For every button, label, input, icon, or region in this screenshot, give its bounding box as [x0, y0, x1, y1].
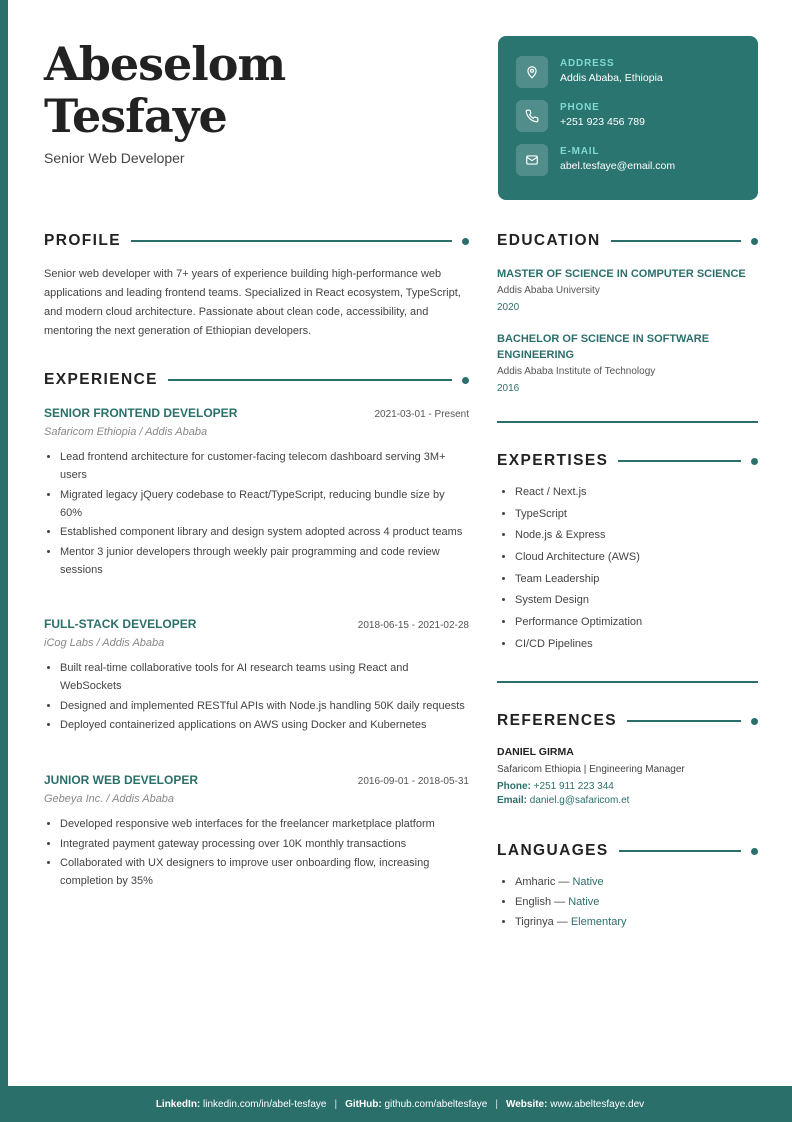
- email-label: E-MAIL: [560, 146, 600, 157]
- section-rule: [619, 850, 741, 852]
- reference-email-value[interactable]: daniel.g@safaricom.et: [529, 795, 630, 806]
- job-entry: [44, 773, 469, 892]
- edu-school: Addis Ababa Institute of Technology: [497, 366, 656, 377]
- job-entry: [44, 617, 469, 736]
- references-title: REFERENCES: [497, 712, 617, 729]
- section-dot: [462, 238, 469, 245]
- candidate-name: [44, 38, 285, 142]
- job-bullet: • Developed responsive web interfaces for the freelancer marketplace platform: [60, 815, 469, 833]
- phone-icon: [516, 100, 548, 132]
- address-label: ADDRESS: [560, 58, 615, 69]
- education-entry: [497, 331, 757, 394]
- website-label: Website:: [505, 1098, 548, 1110]
- job-bullet: • Integrated payment gateway processing over 10K monthly transactions: [60, 835, 469, 853]
- job-dates: 2016-09-01 - 2018-05-31: [357, 776, 469, 787]
- contact-address: [516, 56, 740, 100]
- expertises-title: EXPERTISES: [497, 452, 609, 469]
- expertises-heading: [497, 452, 758, 470]
- first-name: Abeselom: [44, 37, 286, 91]
- edu-year: 2020: [497, 302, 520, 313]
- job-bullet: • Established component library and design system adopted across 4 product teams: [60, 523, 469, 541]
- expertise-item: • Cloud Architecture (AWS): [515, 551, 642, 573]
- section-rule: [168, 379, 452, 381]
- expertise-item: • Team Leadership: [515, 573, 642, 595]
- expertise-item: • TypeScript: [515, 508, 642, 530]
- job-bullet: • Designed and implemented RESTful APIs with Node.js handling 50K daily requests: [60, 697, 469, 715]
- email-value: abel.tesfaye@email.com: [560, 160, 676, 172]
- section-dot: [751, 848, 758, 855]
- edu-school: Addis Ababa University: [497, 285, 600, 296]
- contact-card: [498, 36, 758, 200]
- contact-email: [516, 144, 740, 188]
- job-bullet: • Lead frontend architecture for customer-facing telecom dashboard serving 3M+ users: [60, 448, 469, 484]
- left-accent-bar: [0, 0, 8, 1122]
- language-level: Native: [568, 896, 600, 908]
- job-dates: 2018-06-15 - 2021-02-28: [357, 620, 469, 631]
- section-divider: [497, 681, 758, 683]
- languages-heading: [497, 842, 758, 860]
- phone-label: PHONE: [560, 102, 600, 113]
- expertise-list: [497, 486, 642, 660]
- github-link[interactable]: github.com/abeltesfaye: [384, 1098, 488, 1110]
- job-position: FULL-STACK DEVELOPER: [44, 617, 197, 631]
- education-entry: [497, 266, 757, 313]
- job-title: Senior Web Developer: [44, 150, 185, 166]
- job-position: JUNIOR WEB DEVELOPER: [44, 773, 199, 787]
- phone-value: +251 923 456 789: [560, 116, 645, 128]
- linkedin-link[interactable]: linkedin.com/in/abel-tesfaye: [203, 1098, 327, 1110]
- github-label: GitHub:: [345, 1098, 382, 1110]
- reference-phone: [497, 781, 757, 792]
- job-bullet: • Migrated legacy jQuery codebase to React/TypeScript, reducing bundle size by 60%: [60, 486, 469, 522]
- job-entry: [44, 406, 469, 580]
- language-level: Native: [572, 876, 604, 888]
- footer-separator: |: [334, 1098, 338, 1110]
- language-item: [515, 916, 626, 936]
- references-heading: [497, 712, 758, 730]
- job-bullet: • Built real-time collaborative tools for AI research teams using React and WebSockets: [60, 659, 469, 695]
- section-dot: [462, 377, 469, 384]
- job-company: iCog Labs / Addis Ababa: [44, 637, 165, 649]
- footer-links: [8, 1086, 792, 1122]
- language-item: [515, 876, 626, 896]
- address-value: Addis Ababa, Ethiopia: [560, 72, 663, 84]
- section-dot: [751, 718, 758, 725]
- language-separator: —: [551, 896, 569, 908]
- expertise-item: • Performance Optimization: [515, 616, 642, 638]
- job-bullet: • Deployed containerized applications on AWS using Docker and Kubernetes: [60, 716, 469, 734]
- language-name: English: [515, 896, 552, 908]
- job-bullet: • Mentor 3 junior developers through weekly pair programming and code review sessions: [60, 543, 469, 579]
- expertise-item: • CI/CD Pipelines: [515, 638, 642, 660]
- edu-year: 2016: [497, 383, 520, 394]
- contact-phone: [516, 100, 740, 144]
- education-title: EDUCATION: [497, 232, 601, 249]
- envelope-icon: [516, 144, 548, 176]
- job-position: SENIOR FRONTEND DEVELOPER: [44, 406, 238, 420]
- footer-separator: |: [495, 1098, 498, 1110]
- language-level: Elementary: [570, 916, 627, 928]
- section-rule: [618, 460, 741, 462]
- language-separator: —: [553, 916, 571, 928]
- reference-email-label: Email:: [497, 795, 528, 806]
- job-dates: 2021-03-01 - Present: [374, 409, 469, 420]
- website-link[interactable]: www.abeltesfaye.dev: [550, 1098, 645, 1110]
- edu-degree: MASTER OF SCIENCE IN COMPUTER SCIENCE: [497, 268, 746, 280]
- job-bullet: • Collaborated with UX designers to improve user onboarding flow, increasing completion by 35%: [60, 854, 469, 890]
- reference-entry: [497, 746, 757, 806]
- section-rule: [131, 240, 452, 242]
- experience-heading: [44, 371, 469, 389]
- profile-summary: Senior web developer with 7+ years of experience building high-performance web applications and leading frontend teams. Specialized in React ecosystem, TypeScript, and modern cloud architecture. Passionate about clean code, accessibility, and mentoring the next generation of Ethiopian developers.: [44, 268, 461, 337]
- section-dot: [751, 458, 758, 465]
- section-dot: [751, 238, 758, 245]
- language-separator: —: [555, 876, 573, 888]
- job-company: Gebeya Inc. / Addis Ababa: [44, 793, 175, 805]
- section-divider: [497, 421, 758, 423]
- expertise-item: • System Design: [515, 594, 642, 616]
- last-name: Tesfaye: [44, 89, 227, 143]
- reference-email: [497, 795, 757, 806]
- profile-title: PROFILE: [44, 232, 121, 249]
- reference-phone-value: +251 911 223 344: [533, 781, 614, 792]
- job-company: Safaricom Ethiopia / Addis Ababa: [44, 426, 208, 438]
- language-item: [515, 896, 626, 916]
- reference-name: DANIEL GIRMA: [497, 746, 574, 758]
- language-name: Tigrinya: [515, 916, 554, 928]
- expertise-item: • Node.js & Express: [515, 529, 642, 551]
- expertise-item: • React / Next.js: [515, 486, 642, 508]
- section-rule: [627, 720, 741, 722]
- reference-role: Safaricom Ethiopia | Engineering Manager: [497, 764, 685, 775]
- education-heading: [497, 232, 758, 250]
- languages-title: LANGUAGES: [497, 842, 609, 859]
- linkedin-label: LinkedIn:: [155, 1098, 201, 1110]
- map-pin-icon: [516, 56, 548, 88]
- language-name: Amharic: [515, 876, 556, 888]
- reference-phone-label: Phone:: [497, 781, 531, 792]
- experience-title: EXPERIENCE: [44, 371, 158, 388]
- profile-heading: [44, 232, 469, 250]
- language-list: [497, 876, 626, 936]
- section-rule: [611, 240, 741, 242]
- edu-degree: BACHELOR OF SCIENCE IN SOFTWARE ENGINEERING: [497, 333, 710, 361]
